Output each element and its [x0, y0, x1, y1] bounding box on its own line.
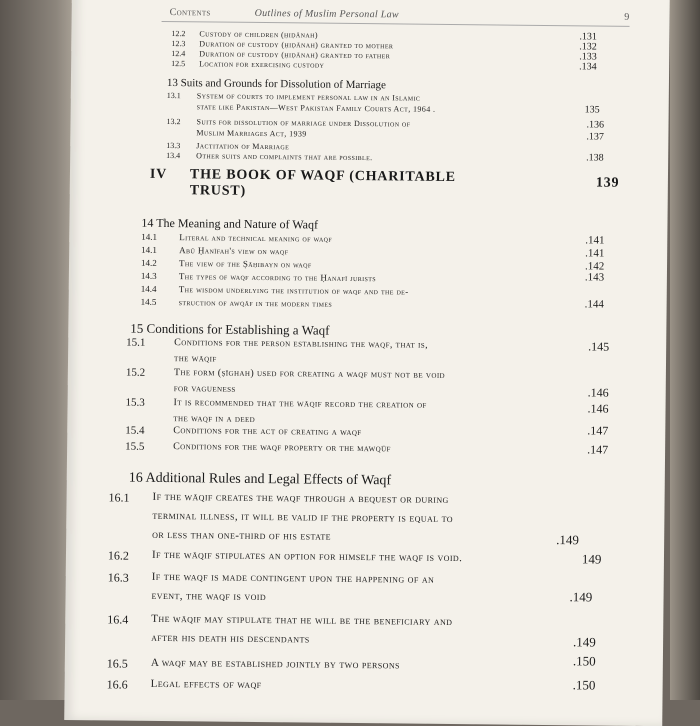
- entry-title: Jactitation of Marriage: [196, 141, 290, 152]
- toc-entry[interactable]: [107, 612, 637, 650]
- entry-title: The wisdom underlying the institution of waqf and the de-: [178, 284, 409, 297]
- entry-page: 149: [581, 551, 602, 567]
- entry-number: 13.1: [166, 90, 181, 101]
- toc-entry[interactable]: [140, 257, 621, 273]
- toc-entry[interactable]: [166, 140, 606, 152]
- entry-page: .145: [588, 339, 610, 354]
- entry-title: System of courts to implement personal law in an Islamic: [196, 91, 421, 103]
- entry-title: Legal effects of waqf: [150, 677, 262, 692]
- toc-entry[interactable]: [141, 244, 621, 260]
- entry-title: Duration of custody (ḥiḍānah) granted to father: [199, 49, 391, 61]
- entry-title: If the wāqif creates the waqf through a bequest or during: [152, 490, 449, 506]
- entry-number: 12.2: [171, 29, 186, 39]
- entry-title: If the waqf is made contingent upon the happening of an: [151, 570, 435, 586]
- entry-number: 16.2: [107, 548, 130, 563]
- toc-entry[interactable]: [166, 90, 607, 116]
- section-heading-15[interactable]: 15 Conditions for Establishing a Waqf: [130, 320, 330, 338]
- entry-title: The types of waqf according to the Ḥanafī jurists: [178, 271, 377, 284]
- entry-title: Suits for dissolution of marriage under Dissolution of: [196, 117, 411, 129]
- toc-entry[interactable]: [166, 116, 607, 143]
- entry-title: Custody of children (ḥiḍānah): [199, 29, 318, 40]
- toc-entry[interactable]: [108, 490, 639, 548]
- part-roman: IV: [149, 166, 168, 183]
- entry-number: 16.1: [108, 490, 130, 505]
- entry-page: .141: [585, 234, 605, 247]
- entry-number: 14.5: [140, 296, 157, 307]
- entry-number: 16.3: [107, 570, 129, 585]
- entry-title: Conditions for the waqf property or the mawqūf: [173, 441, 391, 455]
- entry-title-cont: after his death his descendants: [151, 631, 310, 646]
- toc-entry[interactable]: [125, 440, 625, 457]
- entry-title: The wāqif may stipulate that he will be the beneficiary and: [151, 612, 453, 629]
- toc-entry[interactable]: [125, 423, 625, 439]
- entry-number: 13.3: [166, 140, 181, 151]
- entry-title: It is recommended that the wāqif record the creation of: [173, 397, 427, 411]
- entry-number: 12.4: [171, 49, 186, 59]
- entry-page: .149: [573, 634, 596, 650]
- entry-title: The form (ṣīghah) used for creating a waqf must not be void: [173, 367, 446, 381]
- toc-entry[interactable]: [171, 29, 601, 43]
- entry-page: .133: [579, 51, 597, 63]
- entry-title: A waqf may be established jointly by two persons: [150, 656, 400, 672]
- entry-number: 12.3: [171, 39, 186, 49]
- section-heading-13[interactable]: 13 Suits and Grounds for Dissolution of Marriage: [166, 77, 387, 92]
- toc-entry[interactable]: [171, 39, 601, 53]
- book-page: [64, 0, 670, 726]
- toc-entry[interactable]: [107, 548, 638, 567]
- entry-page: .146: [587, 401, 609, 416]
- entry-page: .137: [586, 131, 604, 143]
- entry-title: struction of awqāf in the modern times: [178, 297, 333, 309]
- entry-title-cont: the wāqif: [173, 353, 217, 365]
- entry-title-cont: or less than one-third of his estate: [152, 528, 332, 543]
- entry-page: .136: [586, 119, 605, 131]
- toc-entry[interactable]: [126, 336, 626, 365]
- entry-number: 15.3: [125, 396, 145, 409]
- section-heading-14[interactable]: 14 The Meaning and Nature of Waqf: [141, 215, 319, 232]
- entry-number: 14.1: [141, 231, 158, 242]
- entry-number: 14.4: [140, 283, 157, 294]
- part-page: 139: [595, 175, 620, 191]
- toc-entry[interactable]: [125, 366, 626, 400]
- entry-title-cont: for vagueness: [173, 383, 236, 395]
- entry-page: .138: [586, 152, 604, 164]
- entry-page: .149: [569, 589, 593, 605]
- entry-number: 13.4: [166, 150, 181, 161]
- toc-entry[interactable]: [140, 283, 621, 297]
- entry-page: .132: [579, 41, 597, 53]
- entry-number: 15.4: [125, 424, 145, 437]
- toc-entry[interactable]: [125, 396, 626, 425]
- entry-title: If the wāqif stipulates an option for himself the waqf is void.: [151, 548, 463, 565]
- entry-title: Abū Ḥanīfah's view on waqf: [179, 245, 289, 257]
- entry-page: .150: [572, 653, 596, 669]
- page-edge-shadow: [670, 0, 700, 700]
- toc-entry[interactable]: [140, 296, 621, 311]
- entry-page: .149: [556, 532, 579, 548]
- part-heading[interactable]: [149, 166, 620, 199]
- entry-page: .147: [587, 442, 609, 457]
- entry-title-cont: the waqf in a deed: [173, 413, 256, 425]
- entry-number: 14.2: [140, 257, 157, 268]
- entry-number: 16.5: [106, 656, 128, 671]
- entry-title: Conditions for the person establishing the waqf, that is,: [174, 337, 429, 351]
- toc-entry[interactable]: [106, 677, 637, 693]
- entry-number: 13.2: [166, 116, 181, 127]
- entry-title: The view of the Ṣāḥibayn on waqf: [178, 258, 312, 270]
- entry-title: Literal and technical meaning of waqf: [179, 232, 333, 244]
- entry-title: Other suits and complaints that are possible.: [196, 151, 373, 163]
- entry-page: 135: [584, 104, 600, 116]
- toc-entry[interactable]: [107, 570, 638, 605]
- entry-page: .150: [572, 677, 596, 693]
- entry-page: .131: [579, 31, 597, 43]
- entry-number: 16.4: [107, 612, 129, 627]
- entry-title-cont: state like Pakistan—West Pakistan Family Courts Act, 1964 .: [196, 102, 436, 114]
- toc-entry[interactable]: [140, 270, 621, 284]
- entry-number: 16.6: [106, 677, 128, 692]
- entry-title-cont: Muslim Marriages Act, 1939: [196, 128, 307, 139]
- entry-title: Duration of custody (ḥiḍānah) granted to mother: [199, 39, 394, 51]
- entry-page: .147: [587, 423, 609, 438]
- toc-entry[interactable]: [141, 231, 621, 247]
- entry-number: 15.1: [126, 336, 146, 349]
- running-header: [170, 7, 630, 23]
- header-section: Contents: [169, 7, 211, 19]
- entry-page: .143: [584, 271, 605, 284]
- entry-page: .141: [585, 247, 605, 260]
- entry-page: .134: [579, 61, 597, 73]
- entry-number: 14.3: [140, 270, 157, 281]
- entry-number: 12.5: [171, 59, 186, 69]
- header-title: Outlines of Muslim Personal Law: [254, 7, 399, 21]
- toc-entry[interactable]: [166, 150, 606, 164]
- section-heading-16[interactable]: 16 Additional Rules and Legal Effects of Waqf: [128, 470, 392, 489]
- entry-page: .144: [584, 298, 604, 311]
- toc-entry[interactable]: [106, 653, 637, 672]
- entry-title-cont: event, the waqf is void: [151, 589, 267, 604]
- entry-number: 15.2: [125, 366, 146, 379]
- entry-number: 14.1: [141, 244, 157, 255]
- entry-number: 15.5: [125, 440, 145, 453]
- entry-page: .146: [587, 385, 609, 400]
- entry-title-cont: terminal illness, it will be valid if the property is equal to: [152, 509, 454, 526]
- part-title-cont: TRUST): [189, 183, 247, 199]
- entry-page: .142: [584, 260, 605, 273]
- part-title: THE BOOK OF WAQF (CHARITABLE: [189, 167, 456, 186]
- entry-title: Location for exercising custody: [199, 59, 325, 70]
- entry-title: Conditions for the act of creating a waqf: [173, 425, 362, 439]
- header-page-number: 9: [624, 11, 630, 23]
